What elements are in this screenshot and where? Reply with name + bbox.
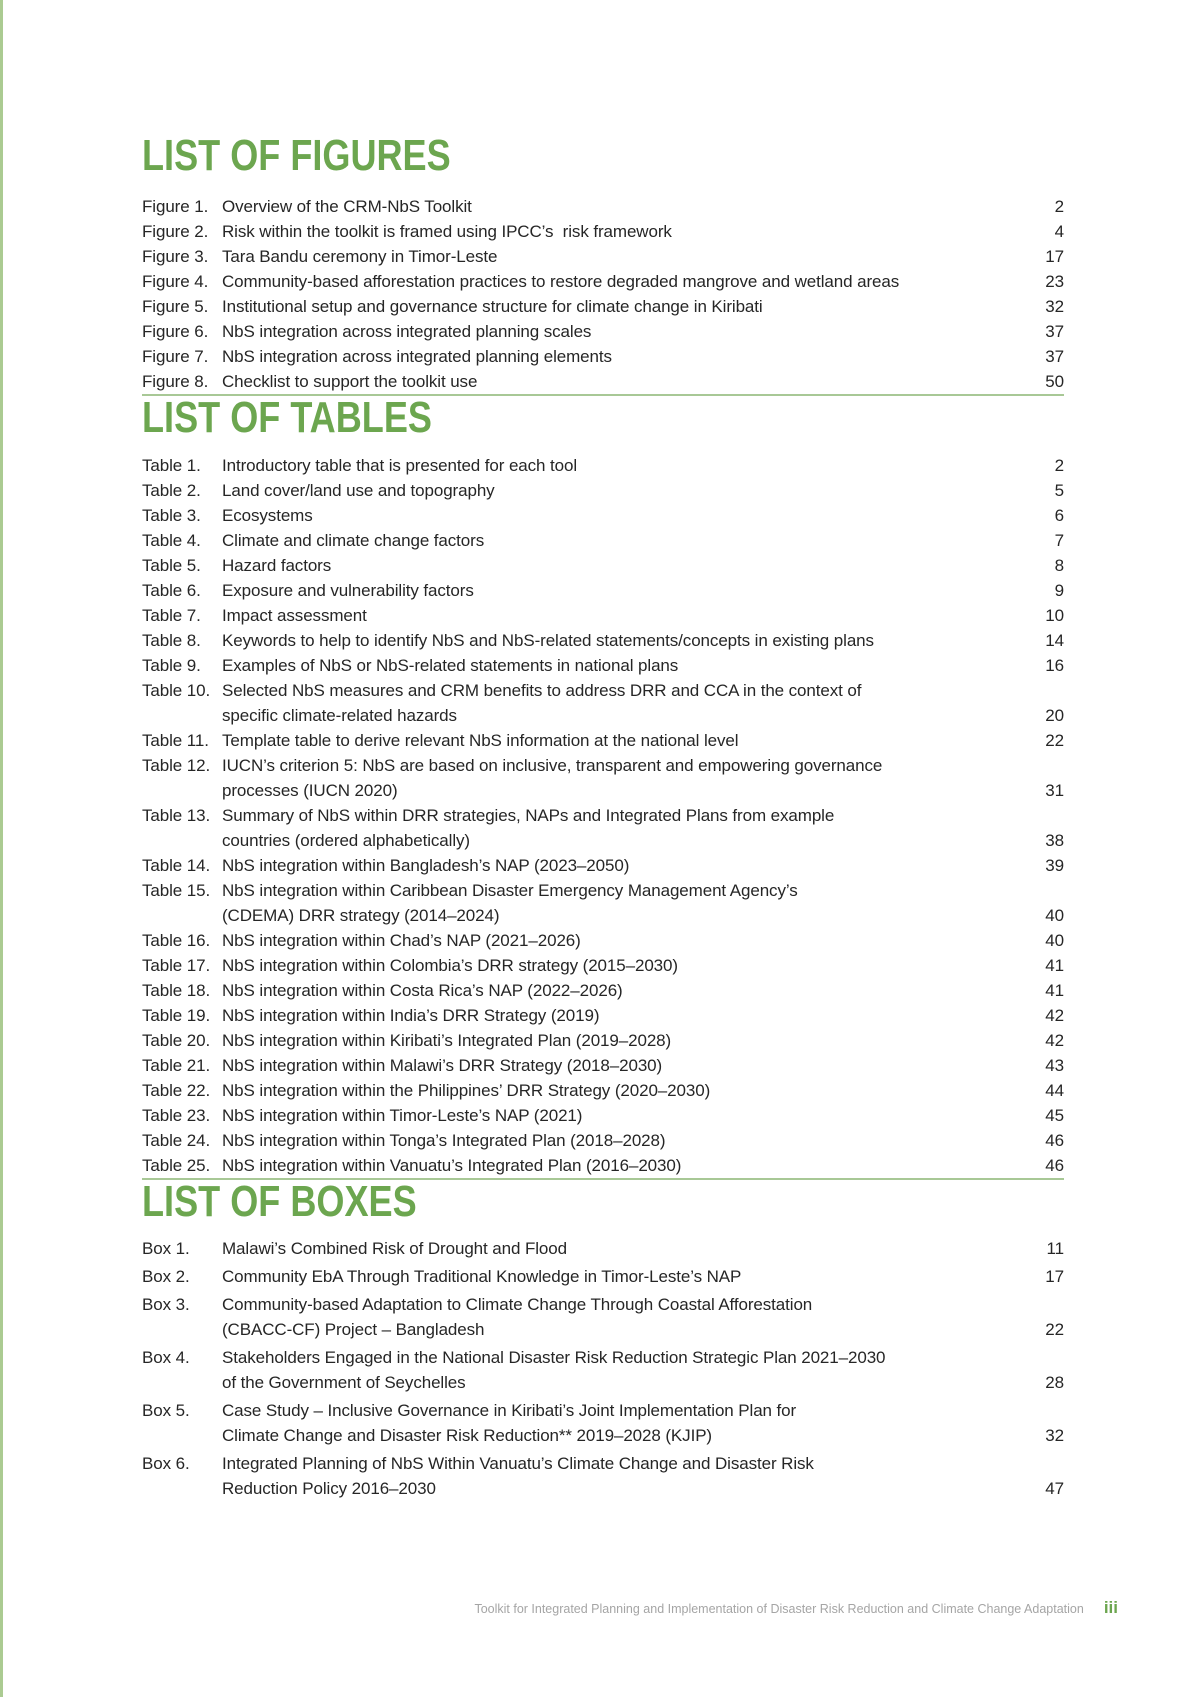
entry-label: Table 21.	[142, 1056, 211, 1075]
entry-page-number: 44	[1045, 1081, 1064, 1100]
entry-label: Table 6.	[142, 581, 201, 600]
entry-title	[222, 978, 1038, 1003]
entry-title-line: NbS integration within the Philippines’ DRR Strategy (2020–2030)	[222, 1081, 711, 1100]
entry-title-line: Hazard factors	[222, 556, 332, 575]
entry-page-number: 47	[1045, 1479, 1064, 1498]
toc-entry	[142, 853, 1064, 878]
entry-page-number: 38	[1045, 831, 1064, 850]
entry-title-line: Risk within the toolkit is framed using IPCC’s risk framework	[222, 222, 672, 241]
entry-title	[222, 603, 1038, 628]
entry-title-line: Climate and climate change factors	[222, 531, 485, 550]
entry-page-number: 43	[1045, 1056, 1064, 1075]
toc-entry	[142, 294, 1064, 319]
entry-title-line: Summary of NbS within DRR strategies, NAPs and Integrated Plans from example	[222, 806, 835, 825]
entry-title	[222, 1398, 1038, 1448]
entry-title-line: specific climate-related hazards	[222, 706, 457, 725]
entry-title-line: NbS integration within India’s DRR Strategy (2019)	[222, 1006, 600, 1025]
entry-page-number: 40	[1045, 906, 1064, 925]
entry-title-line: Exposure and vulnerability factors	[222, 581, 474, 600]
entry-label: Table 11.	[142, 731, 209, 750]
toc-entry	[142, 1292, 1064, 1342]
footer-running-title: Toolkit for Integrated Planning and Implementation of Disaster Risk Reduction and Climate Change Adaptation	[474, 1602, 1084, 1616]
entry-title	[222, 1236, 1038, 1261]
entry-title	[222, 269, 1038, 294]
entry-label: Figure 1.	[142, 197, 209, 216]
entry-title-line: Reduction Policy 2016–2030	[222, 1479, 436, 1498]
entry-label: Figure 2.	[142, 222, 209, 241]
toc-entry	[142, 1264, 1064, 1289]
entry-label: Figure 6.	[142, 322, 209, 341]
entry-page-number: 22	[1045, 1320, 1064, 1339]
page-footer	[0, 1598, 1118, 1618]
entry-label: Table 4.	[142, 531, 201, 550]
entry-label: Box 2.	[142, 1267, 190, 1286]
entry-title	[222, 1345, 1038, 1395]
entry-title	[222, 803, 1038, 853]
entry-title-line: NbS integration within Timor-Leste’s NAP (2021)	[222, 1106, 583, 1125]
entry-page-number: 46	[1045, 1156, 1064, 1175]
entry-title-line: Selected NbS measures and CRM benefits to address DRR and CCA in the context of	[222, 681, 862, 700]
entry-title	[222, 1292, 1038, 1342]
entry-title-line: Examples of NbS or NbS-related statements in national plans	[222, 656, 679, 675]
entry-page-number: 7	[1054, 531, 1064, 550]
toc-entry	[142, 1128, 1064, 1153]
entry-label: Table 25.	[142, 1156, 211, 1175]
entry-page-number: 11	[1046, 1239, 1064, 1258]
footer-page-number: iii	[1103, 1598, 1118, 1617]
entry-title	[222, 1264, 1038, 1289]
toc-entry	[142, 453, 1064, 478]
entry-page-number: 50	[1045, 372, 1064, 391]
toc-entry	[142, 1003, 1064, 1028]
section-boxes	[142, 1177, 1064, 1501]
entry-page-number: 22	[1045, 731, 1064, 750]
entry-page-number: 37	[1045, 347, 1064, 366]
entry-page-number: 40	[1045, 931, 1064, 950]
entry-title	[222, 878, 1038, 928]
entry-label: Table 23.	[142, 1106, 211, 1125]
entry-label: Table 2.	[142, 481, 201, 500]
entry-title-line: Community-based afforestation practices to restore degraded mangrove and wetland areas	[222, 272, 900, 291]
toc-entry	[142, 1078, 1064, 1103]
entry-title	[222, 1028, 1038, 1053]
entry-label: Table 19.	[142, 1006, 211, 1025]
entry-label: Table 8.	[142, 631, 201, 650]
entry-title-line: NbS integration within Bangladesh’s NAP (2023–2050)	[222, 856, 630, 875]
toc-entry	[142, 678, 1064, 728]
page-content	[142, 0, 1064, 1504]
tables-heading: LIST OF TABLES	[142, 393, 432, 442]
entry-label: Box 6.	[142, 1454, 190, 1473]
entry-title	[222, 319, 1038, 344]
toc-entry	[142, 1153, 1064, 1178]
entry-label: Table 7.	[142, 606, 201, 625]
entry-title-line: NbS integration within Chad’s NAP (2021–2026)	[222, 931, 581, 950]
entry-label: Box 1.	[142, 1239, 190, 1258]
entry-label: Box 5.	[142, 1401, 190, 1420]
entry-label: Table 5.	[142, 556, 201, 575]
entry-page-number: 17	[1045, 247, 1064, 266]
entry-title	[222, 628, 1038, 653]
entry-page-number: 39	[1045, 856, 1064, 875]
entry-page-number: 17	[1045, 1267, 1064, 1286]
toc-entry	[142, 653, 1064, 678]
entry-title	[222, 453, 1038, 478]
entry-page-number: 28	[1045, 1373, 1064, 1392]
toc-entry	[142, 344, 1064, 369]
entry-title-line: Impact assessment	[222, 606, 367, 625]
entry-page-number: 42	[1045, 1006, 1064, 1025]
entry-label: Table 14.	[142, 856, 211, 875]
toc-entry	[142, 1028, 1064, 1053]
entry-title	[222, 294, 1038, 319]
toc-entry	[142, 728, 1064, 753]
entry-title	[222, 1451, 1038, 1501]
toc-entry	[142, 503, 1064, 528]
entry-title	[222, 578, 1038, 603]
entry-title	[222, 369, 1038, 394]
entry-title	[222, 653, 1038, 678]
figures-list	[142, 194, 1064, 394]
entry-label: Table 17.	[142, 956, 211, 975]
entry-title-line: Ecosystems	[222, 506, 313, 525]
entry-page-number: 14	[1045, 631, 1064, 650]
entry-page-number: 23	[1045, 272, 1064, 291]
toc-entry	[142, 628, 1064, 653]
entry-title	[222, 928, 1038, 953]
toc-entry	[142, 319, 1064, 344]
entry-label: Table 9.	[142, 656, 201, 675]
entry-title-line: Overview of the CRM-NbS Toolkit	[222, 197, 472, 216]
entry-page-number: 8	[1054, 556, 1064, 575]
entry-page-number: 45	[1045, 1106, 1064, 1125]
entry-label: Table 12.	[142, 756, 211, 775]
entry-title	[222, 1078, 1038, 1103]
entry-label: Box 4.	[142, 1348, 190, 1367]
toc-entry	[142, 369, 1064, 394]
entry-title-line: NbS integration across integrated planning elements	[222, 347, 612, 366]
entry-label: Table 10.	[142, 681, 211, 700]
entry-title-line: countries (ordered alphabetically)	[222, 831, 470, 850]
boxes-list	[142, 1236, 1064, 1501]
entry-page-number: 41	[1045, 981, 1064, 1000]
entry-page-number: 32	[1045, 297, 1064, 316]
toc-entry	[142, 928, 1064, 953]
entry-title-line: NbS integration within Tonga’s Integrated Plan (2018–2028)	[222, 1131, 666, 1150]
entry-title-line: NbS integration within Costa Rica’s NAP (2022–2026)	[222, 981, 623, 1000]
entry-title	[222, 194, 1038, 219]
entry-label: Figure 4.	[142, 272, 209, 291]
toc-entry	[142, 1451, 1064, 1501]
entry-page-number: 2	[1054, 456, 1064, 475]
entry-title	[222, 553, 1038, 578]
entry-label: Table 18.	[142, 981, 211, 1000]
entry-page-number: 4	[1054, 222, 1064, 241]
toc-entry	[142, 1236, 1064, 1261]
toc-entry	[142, 244, 1064, 269]
entry-page-number: 42	[1045, 1031, 1064, 1050]
entry-title	[222, 244, 1038, 269]
entry-page-number: 16	[1045, 656, 1064, 675]
entry-title	[222, 728, 1038, 753]
entry-label: Table 16.	[142, 931, 211, 950]
entry-title-line: Community EbA Through Traditional Knowledge in Timor-Leste’s NAP	[222, 1267, 742, 1286]
entry-title	[222, 753, 1038, 803]
section-figures	[142, 131, 1064, 394]
entry-label: Table 24.	[142, 1131, 211, 1150]
entry-label: Table 1.	[142, 456, 201, 475]
entry-title-line: Template table to derive relevant NbS information at the national level	[222, 731, 739, 750]
entry-page-number: 20	[1045, 706, 1064, 725]
toc-entry	[142, 578, 1064, 603]
entry-page-number: 10	[1045, 606, 1064, 625]
entry-title	[222, 1003, 1038, 1028]
toc-entry	[142, 878, 1064, 928]
entry-title	[222, 344, 1038, 369]
entry-title-line: of the Government of Seychelles	[222, 1373, 466, 1392]
entry-label: Figure 5.	[142, 297, 209, 316]
entry-title	[222, 853, 1038, 878]
entry-label: Box 3.	[142, 1295, 190, 1314]
toc-entry	[142, 1053, 1064, 1078]
entry-title-line: NbS integration within Malawi’s DRR Strategy (2018–2030)	[222, 1056, 663, 1075]
entry-title-line: Checklist to support the toolkit use	[222, 372, 478, 391]
entry-title	[222, 1053, 1038, 1078]
entry-title	[222, 678, 1038, 728]
entry-title-line: (CBACC-CF) Project – Bangladesh	[222, 1320, 485, 1339]
boxes-heading: LIST OF BOXES	[142, 1177, 417, 1226]
tables-list	[142, 453, 1064, 1178]
entry-title-line: NbS integration across integrated planning scales	[222, 322, 592, 341]
entry-title-line: Keywords to help to identify NbS and NbS-related statements/concepts in existing plans	[222, 631, 874, 650]
entry-page-number: 41	[1045, 956, 1064, 975]
entry-title-line: Land cover/land use and topography	[222, 481, 495, 500]
entry-title-line: Malawi’s Combined Risk of Drought and Flood	[222, 1239, 567, 1258]
entry-title-line: NbS integration within Kiribati’s Integrated Plan (2019–2028)	[222, 1031, 672, 1050]
toc-entry	[142, 603, 1064, 628]
entry-page-number: 2	[1054, 197, 1064, 216]
entry-label: Figure 7.	[142, 347, 209, 366]
entry-title-line: Introductory table that is presented for each tool	[222, 456, 578, 475]
entry-title-line: (CDEMA) DRR strategy (2014–2024)	[222, 906, 500, 925]
entry-title-line: NbS integration within Colombia’s DRR strategy (2015–2030)	[222, 956, 678, 975]
entry-page-number: 5	[1054, 481, 1064, 500]
entry-title	[222, 1128, 1038, 1153]
entry-label: Figure 3.	[142, 247, 209, 266]
entry-title-line: Case Study – Inclusive Governance in Kiribati’s Joint Implementation Plan for	[222, 1401, 797, 1420]
section-tables	[142, 393, 1064, 1178]
entry-page-number: 37	[1045, 322, 1064, 341]
left-edge-accent-bar	[0, 0, 3, 1697]
entry-page-number: 9	[1054, 581, 1064, 600]
toc-entry	[142, 478, 1064, 503]
entry-label: Table 15.	[142, 881, 211, 900]
entry-label: Table 22.	[142, 1081, 211, 1100]
toc-entry	[142, 219, 1064, 244]
entry-title-line: Community-based Adaptation to Climate Change Through Coastal Afforestation	[222, 1295, 813, 1314]
entry-title-line: Tara Bandu ceremony in Timor-Leste	[222, 247, 498, 266]
figures-heading: LIST OF FIGURES	[142, 131, 451, 180]
entry-title	[222, 219, 1038, 244]
entry-title	[222, 953, 1038, 978]
entry-title	[222, 1103, 1038, 1128]
entry-title-line: Stakeholders Engaged in the National Disaster Risk Reduction Strategic Plan 2021–2030	[222, 1348, 886, 1367]
entry-label: Table 13.	[142, 806, 211, 825]
entry-page-number: 6	[1054, 506, 1064, 525]
entry-title-line: IUCN’s criterion 5: NbS are based on inclusive, transparent and empowering governance	[222, 756, 883, 775]
toc-entry	[142, 553, 1064, 578]
toc-entry	[142, 269, 1064, 294]
toc-entry	[142, 1103, 1064, 1128]
entry-title	[222, 1153, 1038, 1178]
entry-title	[222, 478, 1038, 503]
entry-title-line: processes (IUCN 2020)	[222, 781, 398, 800]
entry-label: Table 3.	[142, 506, 201, 525]
entry-title-line: Integrated Planning of NbS Within Vanuatu’s Climate Change and Disaster Risk	[222, 1454, 814, 1473]
entry-title-line: NbS integration within Caribbean Disaster Emergency Management Agency’s	[222, 881, 798, 900]
entry-label: Figure 8.	[142, 372, 209, 391]
entry-page-number: 32	[1045, 1426, 1064, 1445]
entry-page-number: 46	[1045, 1131, 1064, 1150]
toc-entry	[142, 753, 1064, 803]
toc-entry	[142, 1345, 1064, 1395]
toc-entry	[142, 953, 1064, 978]
toc-entry	[142, 528, 1064, 553]
toc-entry	[142, 194, 1064, 219]
entry-title-line: Institutional setup and governance structure for climate change in Kiribati	[222, 297, 763, 316]
toc-entry	[142, 803, 1064, 853]
entry-title-line: NbS integration within Vanuatu’s Integrated Plan (2016–2030)	[222, 1156, 682, 1175]
entry-title	[222, 528, 1038, 553]
toc-entry	[142, 1398, 1064, 1448]
entry-page-number: 31	[1045, 781, 1064, 800]
entry-title	[222, 503, 1038, 528]
toc-entry	[142, 978, 1064, 1003]
entry-title-line: Climate Change and Disaster Risk Reduction** 2019–2028 (KJIP)	[222, 1426, 712, 1445]
entry-label: Table 20.	[142, 1031, 211, 1050]
